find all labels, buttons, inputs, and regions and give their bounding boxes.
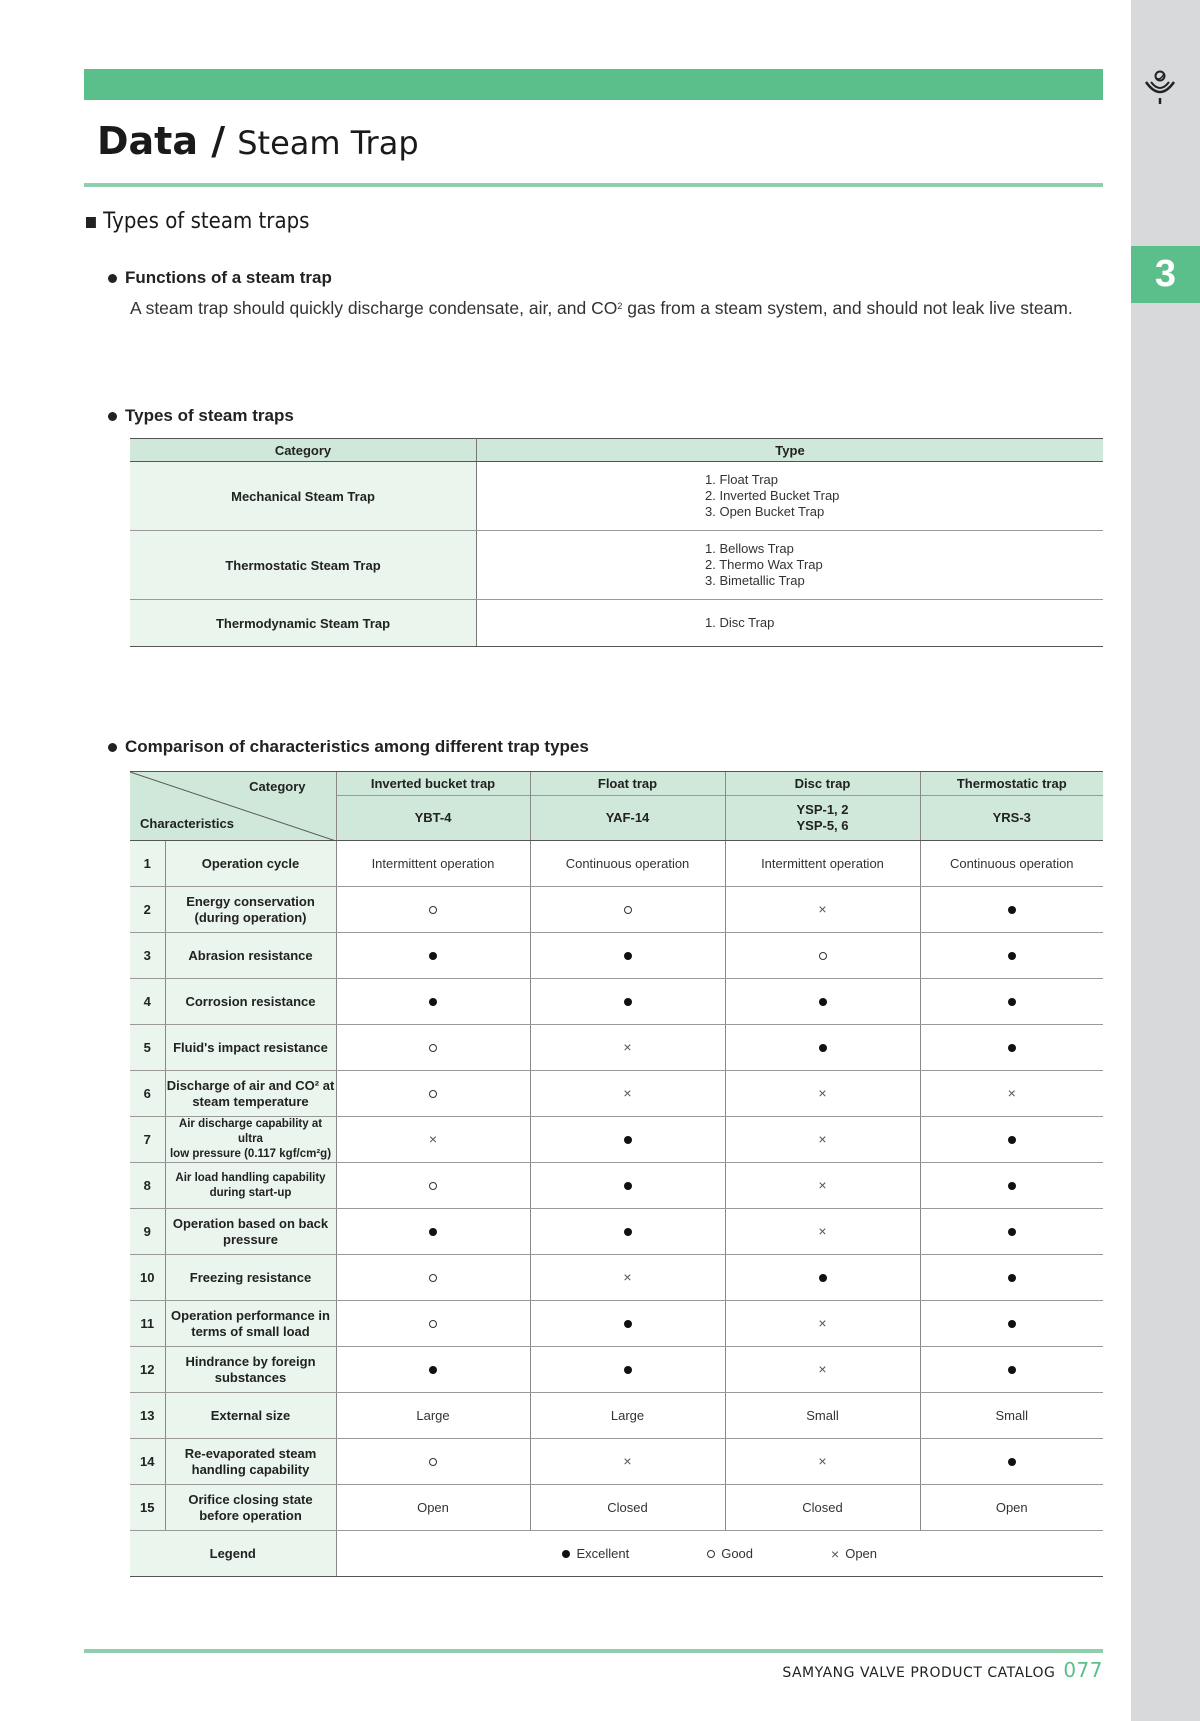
rating-cell: Continuous operation <box>530 841 725 887</box>
rating-cell <box>920 1025 1103 1071</box>
characteristic-label: External size <box>165 1393 336 1439</box>
characteristic-label: Corrosion resistance <box>165 979 336 1025</box>
excellent-symbol-icon <box>1008 1182 1016 1190</box>
open-symbol-icon: × <box>818 1223 827 1239</box>
row-number: 10 <box>130 1255 165 1301</box>
rating-cell <box>920 1163 1103 1209</box>
types-table <box>130 438 1103 647</box>
legend-cell <box>336 1531 1103 1577</box>
legend-item-label: Excellent <box>576 1546 630 1561</box>
rating-cell <box>530 979 725 1025</box>
excellent-symbol-icon <box>1008 1228 1016 1236</box>
open-symbol-icon: × <box>818 1315 827 1331</box>
comparison-row <box>130 1071 1103 1117</box>
types-category-cell: Thermostatic Steam Trap <box>130 531 477 600</box>
legend-item <box>707 1546 753 1561</box>
footer-brand: SAMYANG VALVE PRODUCT CATALOG <box>782 1665 1056 1681</box>
excellent-symbol-icon <box>624 1366 632 1374</box>
comparison-row <box>130 1485 1103 1531</box>
rating-cell <box>725 1347 920 1393</box>
rating-cell: Closed <box>725 1485 920 1531</box>
row-number: 14 <box>130 1439 165 1485</box>
open-symbol-icon: × <box>1007 1085 1016 1101</box>
open-symbol-icon: × <box>818 1361 827 1377</box>
table-corner-cell <box>130 772 336 841</box>
legend-item-label: Good <box>721 1546 754 1561</box>
characteristic-label: Air load handling capability during start-up <box>165 1163 336 1209</box>
good-symbol-icon <box>429 1044 437 1052</box>
good-symbol-icon <box>429 906 437 914</box>
rating-cell <box>530 933 725 979</box>
rating-cell <box>530 1439 725 1485</box>
excellent-symbol-icon <box>624 1136 632 1144</box>
types-row <box>130 600 1103 647</box>
row-number: 8 <box>130 1163 165 1209</box>
model-header: YRS-3 <box>920 796 1103 841</box>
excellent-symbol-icon <box>429 952 437 960</box>
comparison-row <box>130 1025 1103 1071</box>
title-divider <box>84 183 1103 187</box>
excellent-symbol-icon <box>429 1228 437 1236</box>
rating-cell <box>725 1117 920 1163</box>
types-heading <box>108 405 294 427</box>
trap-type-header: Float trap <box>530 772 725 796</box>
type-item: 3. Bimetallic Trap <box>705 573 805 588</box>
rating-cell <box>920 1347 1103 1393</box>
model-header: YAF-14 <box>530 796 725 841</box>
excellent-symbol-icon <box>819 1044 827 1052</box>
characteristic-label: Orifice closing state before operation <box>165 1485 336 1531</box>
row-number: 9 <box>130 1209 165 1255</box>
excellent-symbol-icon <box>429 1366 437 1374</box>
good-symbol-icon <box>707 1550 715 1558</box>
page-footer <box>782 1658 1103 1682</box>
rating-cell <box>920 1209 1103 1255</box>
characteristic-label: Discharge of air and CO² at steam temperature <box>165 1071 336 1117</box>
rating-cell <box>920 1255 1103 1301</box>
excellent-symbol-icon <box>624 952 632 960</box>
excellent-symbol-icon <box>1008 1044 1016 1052</box>
functions-text-sup: 2 <box>617 301 623 311</box>
types-row <box>130 531 1103 600</box>
square-bullet-icon <box>86 217 96 228</box>
characteristic-label: Fluid's impact resistance <box>165 1025 336 1071</box>
types-header-category: Category <box>130 439 477 462</box>
comparison-row <box>130 1117 1103 1163</box>
comparison-row <box>130 1439 1103 1485</box>
excellent-symbol-icon <box>1008 1320 1016 1328</box>
rating-cell <box>530 1301 725 1347</box>
open-symbol-icon: × <box>623 1039 632 1055</box>
type-item: 2. Inverted Bucket Trap <box>705 488 840 503</box>
comparison-row <box>130 1347 1103 1393</box>
rating-cell <box>336 1163 530 1209</box>
rating-cell <box>920 979 1103 1025</box>
open-symbol-icon: × <box>623 1085 632 1101</box>
types-heading-text: Types of steam traps <box>125 406 294 425</box>
rating-cell <box>920 1301 1103 1347</box>
rating-cell <box>336 1255 530 1301</box>
open-symbol-icon: × <box>623 1269 632 1285</box>
rating-cell <box>920 1117 1103 1163</box>
rating-cell <box>336 1209 530 1255</box>
bullet-icon <box>108 274 117 283</box>
excellent-symbol-icon <box>624 998 632 1006</box>
row-number: 1 <box>130 841 165 887</box>
rating-cell <box>336 1025 530 1071</box>
row-number: 5 <box>130 1025 165 1071</box>
excellent-symbol-icon <box>624 1320 632 1328</box>
types-list-cell <box>477 462 1104 531</box>
rating-cell: Continuous operation <box>920 841 1103 887</box>
excellent-symbol-icon <box>624 1228 632 1236</box>
bullet-icon <box>108 743 117 752</box>
row-number: 4 <box>130 979 165 1025</box>
open-symbol-icon: × <box>818 1131 827 1147</box>
excellent-symbol-icon <box>562 1550 570 1558</box>
excellent-symbol-icon <box>1008 906 1016 914</box>
functions-text-1: A steam trap should quickly discharge condensate, air, and CO <box>130 298 618 318</box>
excellent-symbol-icon <box>624 1182 632 1190</box>
types-list-cell <box>477 600 1104 647</box>
rating-cell <box>530 1071 725 1117</box>
rating-cell <box>336 1117 530 1163</box>
rating-cell <box>725 933 920 979</box>
good-symbol-icon <box>429 1274 437 1282</box>
excellent-symbol-icon <box>1008 1366 1016 1374</box>
rating-cell: Large <box>530 1393 725 1439</box>
rating-cell <box>530 1163 725 1209</box>
rating-cell: Large <box>336 1393 530 1439</box>
legend-item-label: Open <box>845 1546 878 1561</box>
excellent-symbol-icon <box>819 998 827 1006</box>
rating-cell <box>336 887 530 933</box>
comparison-row <box>130 1393 1103 1439</box>
bullet-icon <box>108 412 117 421</box>
trap-type-header: Disc trap <box>725 772 920 796</box>
rating-cell <box>725 1301 920 1347</box>
type-item: 1. Bellows Trap <box>705 541 794 556</box>
rating-cell <box>530 1347 725 1393</box>
rating-cell: Small <box>725 1393 920 1439</box>
rating-cell <box>530 1025 725 1071</box>
types-category-cell: Thermodynamic Steam Trap <box>130 600 477 647</box>
rating-cell: Intermittent operation <box>725 841 920 887</box>
excellent-symbol-icon <box>1008 1136 1016 1144</box>
types-header-type: Type <box>477 439 1104 462</box>
open-symbol-icon: × <box>818 1085 827 1101</box>
rating-cell: Open <box>920 1485 1103 1531</box>
rating-cell <box>725 1255 920 1301</box>
trap-type-header: Thermostatic trap <box>920 772 1103 796</box>
functions-paragraph <box>130 297 1073 319</box>
rating-cell <box>920 887 1103 933</box>
rating-cell <box>725 1071 920 1117</box>
row-number: 12 <box>130 1347 165 1393</box>
excellent-symbol-icon <box>1008 998 1016 1006</box>
excellent-symbol-icon <box>819 1274 827 1282</box>
open-symbol-icon: × <box>818 1453 827 1469</box>
comparison-table <box>130 771 1103 1577</box>
trap-type-header: Inverted bucket trap <box>336 772 530 796</box>
legend-item <box>831 1546 877 1561</box>
row-number: 15 <box>130 1485 165 1531</box>
rating-cell <box>336 1071 530 1117</box>
comparison-row <box>130 933 1103 979</box>
corner-characteristics-label: Characteristics <box>140 816 234 831</box>
rating-cell <box>530 887 725 933</box>
types-list-cell <box>477 531 1104 600</box>
comparison-row <box>130 887 1103 933</box>
good-symbol-icon <box>819 952 827 960</box>
comparison-row <box>130 1301 1103 1347</box>
row-number: 7 <box>130 1117 165 1163</box>
comparison-row <box>130 1255 1103 1301</box>
rating-cell <box>336 979 530 1025</box>
model-header: YSP-1, 2 YSP-5, 6 <box>725 796 920 841</box>
rating-cell <box>530 1117 725 1163</box>
characteristic-label: Operation cycle <box>165 841 336 887</box>
rating-cell <box>336 1301 530 1347</box>
rating-cell: Small <box>920 1393 1103 1439</box>
excellent-symbol-icon <box>429 998 437 1006</box>
open-symbol-icon: × <box>831 1545 840 1562</box>
open-symbol-icon: × <box>428 1131 438 1147</box>
legend-item <box>562 1546 629 1561</box>
comparison-row <box>130 841 1103 887</box>
excellent-symbol-icon <box>1008 952 1016 960</box>
page-title <box>97 118 419 166</box>
legend-row <box>130 1531 1103 1577</box>
good-symbol-icon <box>429 1090 437 1098</box>
comparison-row <box>130 1209 1103 1255</box>
type-item: 1. Float Trap <box>705 472 778 487</box>
section-number-tab: 3 <box>1131 246 1200 303</box>
corner-category-label: Category <box>249 779 306 794</box>
good-symbol-icon <box>624 906 632 914</box>
rating-cell <box>920 933 1103 979</box>
rating-cell <box>920 1071 1103 1117</box>
rating-cell: Intermittent operation <box>336 841 530 887</box>
rating-cell: Open <box>336 1485 530 1531</box>
characteristic-label: Hindrance by foreign substances <box>165 1347 336 1393</box>
comparison-row <box>130 1163 1103 1209</box>
good-symbol-icon <box>429 1320 437 1328</box>
section-heading-text: Types of steam traps <box>103 209 310 234</box>
header-bar <box>84 69 1103 100</box>
section-heading <box>86 208 309 236</box>
rating-cell <box>725 1163 920 1209</box>
row-number: 3 <box>130 933 165 979</box>
rating-cell <box>530 1255 725 1301</box>
open-symbol-icon: × <box>818 1177 827 1193</box>
title-sub: Steam Trap <box>237 124 419 162</box>
type-item: 1. Disc Trap <box>705 615 775 630</box>
excellent-symbol-icon <box>1008 1274 1016 1282</box>
rating-cell <box>725 887 920 933</box>
characteristic-label: Energy conservation (during operation) <box>165 887 336 933</box>
characteristic-label: Abrasion resistance <box>165 933 336 979</box>
model-header: YBT-4 <box>336 796 530 841</box>
comparison-heading <box>108 736 589 758</box>
comparison-row <box>130 979 1103 1025</box>
legend-label: Legend <box>130 1531 336 1577</box>
row-number: 13 <box>130 1393 165 1439</box>
rating-cell <box>336 1439 530 1485</box>
open-symbol-icon: × <box>623 1453 632 1469</box>
title-main: Data / <box>97 119 226 163</box>
types-row <box>130 462 1103 531</box>
rating-cell: Closed <box>530 1485 725 1531</box>
good-symbol-icon <box>429 1458 437 1466</box>
functions-text-2: gas from a steam system, and should not leak live steam. <box>622 298 1073 318</box>
rating-cell <box>725 1209 920 1255</box>
type-item: 3. Open Bucket Trap <box>705 504 825 519</box>
legend-items <box>337 1546 1104 1561</box>
row-number: 6 <box>130 1071 165 1117</box>
type-item: 2. Thermo Wax Trap <box>705 557 823 572</box>
characteristic-label: Air discharge capability at ultra low pressure (0.117 kgf/cm²g) <box>165 1117 336 1163</box>
functions-heading <box>108 267 332 289</box>
rating-cell <box>725 1439 920 1485</box>
types-category-cell: Mechanical Steam Trap <box>130 462 477 531</box>
rating-cell <box>530 1209 725 1255</box>
brand-logo-icon <box>1142 68 1178 106</box>
characteristic-label: Operation performance in terms of small load <box>165 1301 336 1347</box>
comparison-heading-text: Comparison of characteristics among different trap types <box>125 737 589 756</box>
characteristic-label: Re-evaporated steam handling capability <box>165 1439 336 1485</box>
characteristic-label: Freezing resistance <box>165 1255 336 1301</box>
functions-heading-text: Functions of a steam trap <box>125 268 332 287</box>
excellent-symbol-icon <box>1008 1458 1016 1466</box>
rating-cell <box>336 1347 530 1393</box>
rating-cell <box>725 979 920 1025</box>
rating-cell <box>336 933 530 979</box>
open-symbol-icon: × <box>818 901 827 917</box>
row-number: 2 <box>130 887 165 933</box>
footer-divider <box>84 1649 1103 1653</box>
rating-cell <box>725 1025 920 1071</box>
good-symbol-icon <box>429 1182 437 1190</box>
rating-cell <box>920 1439 1103 1485</box>
row-number: 11 <box>130 1301 165 1347</box>
characteristic-label: Operation based on back pressure <box>165 1209 336 1255</box>
page-number: 077 <box>1063 1658 1103 1682</box>
